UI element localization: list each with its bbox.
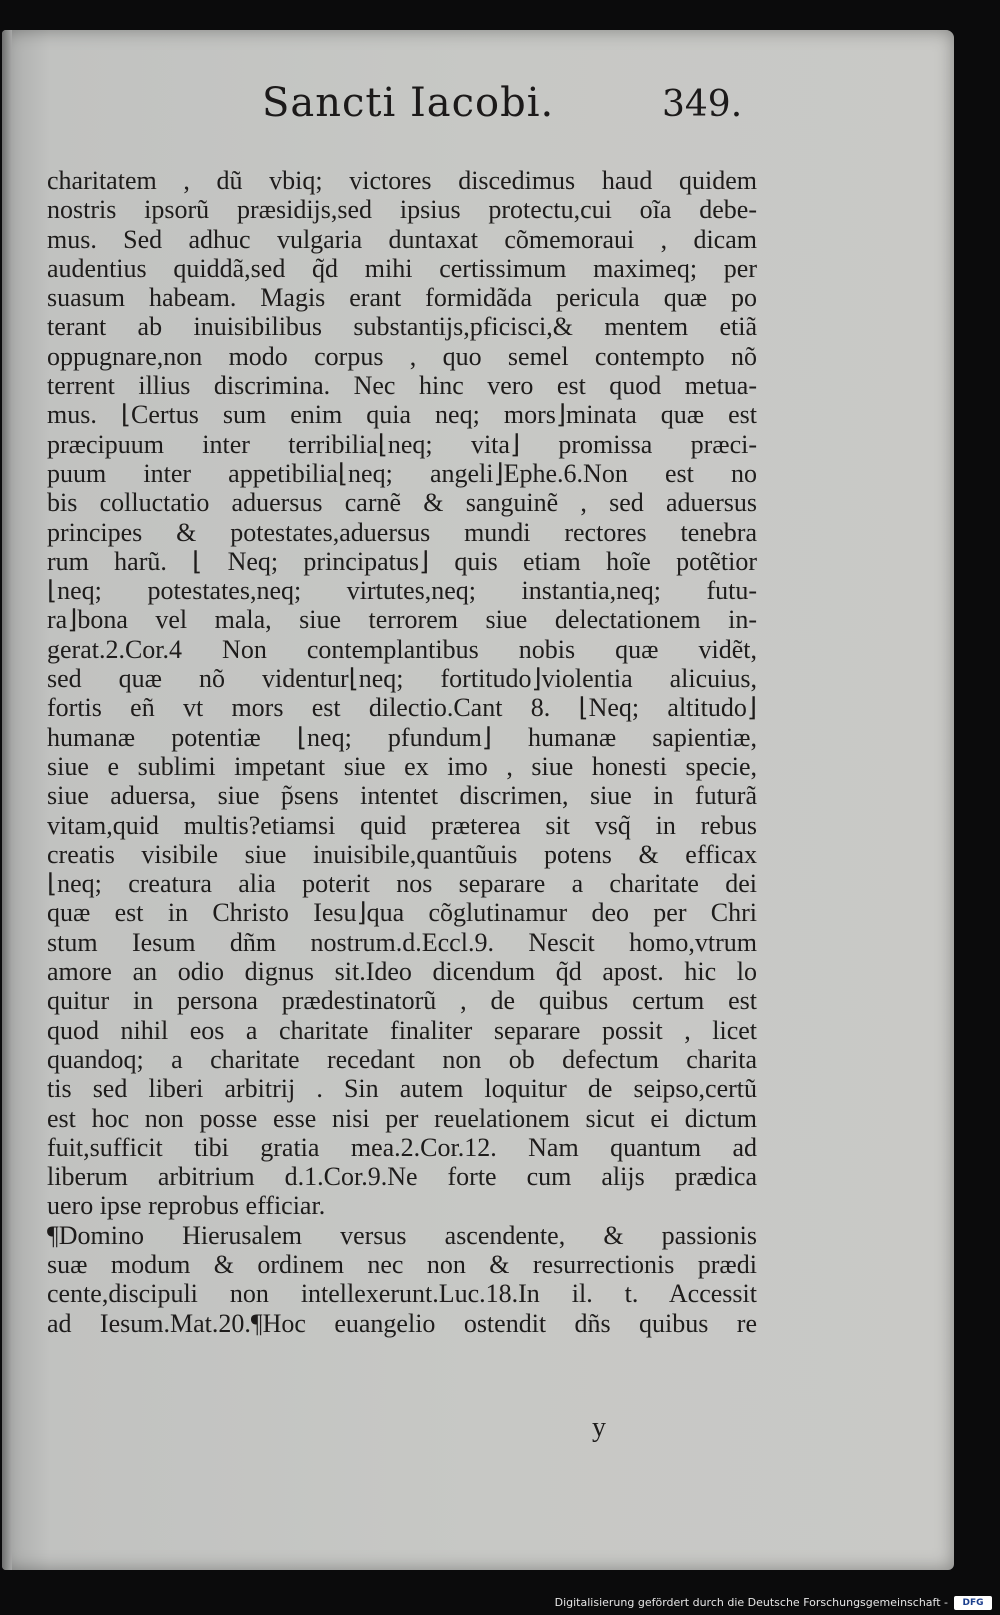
page-edge — [2, 30, 12, 1570]
text-line: ⌊neq; creatura alia poterit nos separare a charitate dei — [47, 869, 757, 899]
text-line: bis colluctatio aduersus carnẽ & sanguinẽ , sed aduersus — [47, 488, 757, 518]
digitization-credit: Digitalisierung gefördert durch die Deutsche Forschungsgemeinschaft - — [554, 1596, 948, 1609]
text-line: suasum habeam. Magis erant formidãda pericula quæ po — [47, 283, 757, 313]
text-line: vitam,quid multis?etiamsi quid præterea sit vsq̃ in rebus — [47, 810, 757, 840]
running-title: Sancti Iacobi. — [262, 80, 555, 126]
text-line: stum Iesum dñm nostrum.d.Eccl.9. Nescit homo,vtrum — [47, 927, 757, 957]
page-header — [42, 80, 954, 132]
paragraph-start-line: ¶Domino Hierusalem versus ascendente, & passionis — [47, 1220, 757, 1250]
text-line: uero ipse reprobus efficiar. — [47, 1191, 326, 1221]
book-page — [2, 30, 954, 1570]
text-line: tis sed liberi arbitrij . Sin autem loquitur de seipso,certũ — [47, 1074, 757, 1104]
text-line: quod nihil eos a charitate finaliter separare possit , licet — [47, 1015, 757, 1045]
text-line: ⌊neq; potestates,neq; virtutes,neq; instantia,neq; futu- — [47, 576, 757, 606]
text-line: amore an odio dignus sit.Ideo dicendum q̃d apost. hic lo — [47, 957, 757, 987]
text-line: suæ modum & ordinem nec non & resurrectionis prædi — [47, 1249, 757, 1279]
text-line: mus. ⌊Certus sum enim quia neq; mors⌋minata quæ est — [47, 400, 757, 430]
text-line: charitatem , dũ vbiq; victores discedimus haud quidem — [47, 166, 757, 195]
text-line: terant ab inuisibilibus substantijs,pficisci,& mentem etiã — [47, 312, 757, 342]
text-line: quitur in persona prædestinatorũ , de quibus certum est — [47, 986, 757, 1016]
text-line: est hoc non posse esse nisi per reuelationem sicut ei dictum — [47, 1103, 757, 1133]
text-line: siue aduersa, siue p̃sens intentet discrimen, siue in futurã — [47, 781, 757, 811]
text-line: fuit,sufficit tibi gratia mea.2.Cor.12. Nam quantum ad — [47, 1132, 757, 1162]
text-line: humanæ potentiæ ⌊neq; pfundum⌋ humanæ sapientiæ, — [47, 722, 757, 752]
text-line: mus. Sed adhuc vulgaria duntaxat cõmemoraui , dicam — [47, 224, 757, 254]
text-line: siue e sublimi impetant siue ex imo , siue honesti specie, — [47, 751, 757, 781]
dfg-logo: DFG — [954, 1596, 992, 1610]
text-line: fortis eñ vt mors est dilectio.Cant 8. ⌊Neq; altitudo⌋ — [47, 693, 757, 723]
text-line: ad Iesum.Mat.20.¶Hoc euangelio ostendit dñs quibus re — [47, 1308, 757, 1338]
text-line: gerat.2.Cor.4 Non contemplantibus nobis quæ vidẽt, — [47, 634, 757, 664]
text-line: liberum arbitrium d.1.Cor.9.Ne forte cum alijs prædica — [47, 1162, 757, 1192]
text-line: nostris ipsorũ præsidijs,sed ipsius protectu,cui oĩa debe- — [47, 195, 757, 225]
text-line: præcipuum inter terribilia⌊neq; vita⌋ promissa præci- — [47, 429, 757, 459]
page-number: 349. — [662, 84, 743, 125]
text-line: oppugnare,non modo corpus , quo semel contempto nõ — [47, 341, 757, 371]
text-line: principes & potestates,aduersus mundi rectores tenebra — [47, 517, 757, 547]
text-line: ra⌋bona vel mala, siue terrorem siue delectationem in- — [47, 605, 757, 635]
text-line: audentius quiddã,sed q̃d mihi certissimum maximeq; per — [47, 253, 757, 283]
text-line: quæ est in Christo Iesu⌋qua cõglutinamur deo per Chri — [47, 898, 757, 928]
text-line: terrent illius discrimina. Nec hinc vero est quod metua- — [47, 371, 757, 401]
text-line: puum inter appetibilia⌊neq; angeli⌋Ephe.6.Non est no — [47, 458, 757, 488]
catchword: y — [592, 1412, 606, 1443]
text-line: creatis visibile siue inuisibile,quantũuis potens & efficax — [47, 839, 757, 869]
text-line: cente,discipuli non intellexerunt.Luc.18.In il. t. Accessit — [47, 1279, 757, 1309]
body-text — [47, 166, 757, 1338]
text-line: rum harũ. ⌊ Neq; principatus⌋ quis etiam hoĩe potẽtior — [47, 546, 757, 576]
text-line: quandoq; a charitate recedant non ob defectum charita — [47, 1044, 757, 1074]
text-line: sed quæ nõ videntur⌊neq; fortitudo⌋violentia alicuius, — [47, 664, 757, 694]
